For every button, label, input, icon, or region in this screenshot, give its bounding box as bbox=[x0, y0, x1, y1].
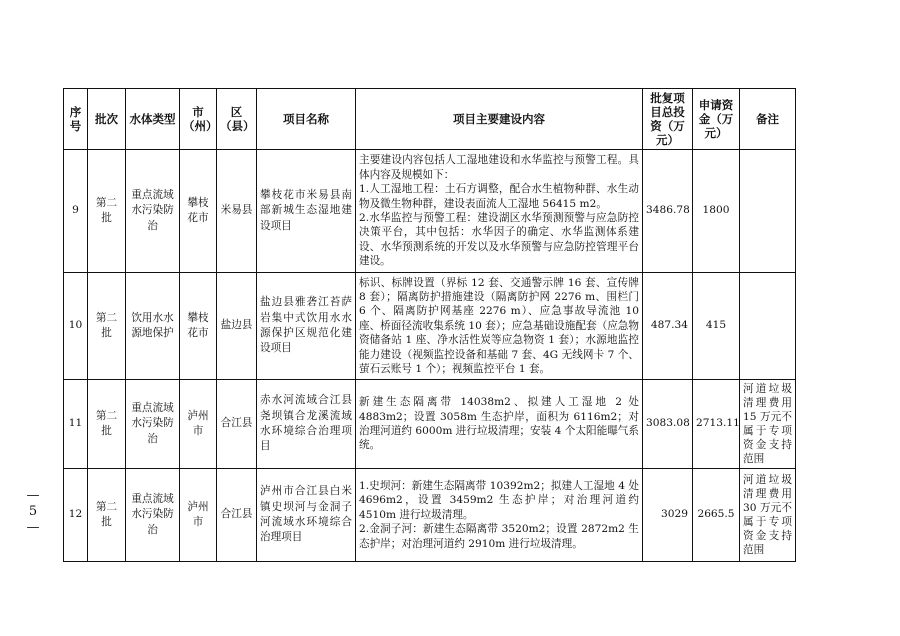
row-water-type: 重点流域水污染防治 bbox=[126, 469, 180, 562]
row-funds: 1800 bbox=[693, 150, 740, 273]
row-investment: 3083.08 bbox=[643, 380, 693, 469]
row-county: 盐边县 bbox=[217, 273, 257, 380]
row-remarks: 河道垃圾清理费用 15 万元不属于专项资金支持范围 bbox=[740, 380, 796, 469]
row-county: 合江县 bbox=[217, 380, 257, 469]
content-paragraph: 2.金洞子河：新建生态隔离带 3520m2；设置 2872m2 生态护岸；对治理河道约 2910m 进行垃圾清理。 bbox=[359, 523, 639, 550]
row-city: 泸州市 bbox=[180, 469, 217, 562]
header-index: 序号 bbox=[64, 89, 88, 150]
row-project-name: 泸州市合江县白米镇史坝河与金洞子河流域水环境综合治理项目 bbox=[257, 469, 356, 562]
row-city: 攀枝花市 bbox=[180, 273, 217, 380]
row-content bbox=[356, 273, 643, 380]
row-investment: 487.34 bbox=[643, 273, 693, 380]
row-water-type: 重点流域水污染防治 bbox=[126, 150, 180, 273]
row-city: 攀枝花市 bbox=[180, 150, 217, 273]
row-funds: 2713.11 bbox=[693, 380, 740, 469]
table-row bbox=[64, 380, 796, 469]
table-row bbox=[64, 469, 796, 562]
row-batch: 第二批 bbox=[88, 380, 126, 469]
row-project-name: 攀枝花市米易县南部新城生态湿地建设项目 bbox=[257, 150, 356, 273]
row-index: 12 bbox=[64, 469, 88, 562]
row-city: 泸州市 bbox=[180, 380, 217, 469]
table-row bbox=[64, 273, 796, 380]
header-city: 市（州） bbox=[180, 89, 217, 150]
header-investment: 批复项目总投资（万元） bbox=[643, 89, 693, 150]
row-remarks bbox=[740, 150, 796, 273]
row-project-name: 赤水河流域合江县尧坝镇合龙溪流域水环境综合治理项目 bbox=[257, 380, 356, 469]
row-content bbox=[356, 150, 643, 273]
header-county: 区（县） bbox=[217, 89, 257, 150]
row-remarks bbox=[740, 273, 796, 380]
row-batch: 第二批 bbox=[88, 469, 126, 562]
content-paragraph: 主要建设内容包括人工湿地建设和水华监控与预警工程。具体内容及规模如下： bbox=[359, 154, 639, 181]
row-funds: 2665.5 bbox=[693, 469, 740, 562]
row-index: 10 bbox=[64, 273, 88, 380]
row-county: 米易县 bbox=[217, 150, 257, 273]
row-remarks: 河道垃圾清理费用 30 万元不属于专项资金支持范围 bbox=[740, 469, 796, 562]
header-remarks: 备注 bbox=[740, 89, 796, 150]
row-water-type: 重点流域水污染防治 bbox=[126, 380, 180, 469]
row-investment: 3486.78 bbox=[643, 150, 693, 273]
header-batch: 批次 bbox=[88, 89, 126, 150]
content-paragraph: 1.人工湿地工程：土石方调整，配合水生植物种群、水生动物及微生物种群，建设表面流人工湿地 56415 m2。 bbox=[359, 183, 639, 210]
row-index: 11 bbox=[64, 380, 88, 469]
table-row bbox=[64, 150, 796, 273]
row-batch: 第二批 bbox=[88, 273, 126, 380]
table-header-row bbox=[64, 89, 796, 150]
content-paragraph: 标识、标牌设置（界标 12 套、交通警示牌 16 套、宣传牌 8 套）；隔离防护措施建设（隔离防护网 2276 m、围栏门 6 个、隔离防护网基座 2276 m）、应急事故导流池 10 座、桥面径流收集系统 10 套）；应急基础设施配套（应急物资储备站 1 座、净水活性炭等应急物资 1 套）；水源地监控能力建设（视频监控设备和基础 7 套、4G 无线网卡 7 个、萤石云账号 1 个）；视频监控平台 1 套。 bbox=[359, 276, 639, 376]
page-number bbox=[22, 488, 44, 536]
row-content bbox=[356, 380, 643, 469]
header-project-name: 项目名称 bbox=[257, 89, 356, 150]
page-number-dash-top: — bbox=[26, 488, 40, 503]
row-content bbox=[356, 469, 643, 562]
page-number-value: 5 bbox=[28, 504, 38, 519]
header-funds: 申请资金（万元） bbox=[693, 89, 740, 150]
content-paragraph: 1.史坝河：新建生态隔离带 10392m2；拟建人工湿地 4 处 4696m2，设置 3459m2 生态护岸；对治理河道约 4510m 进行垃圾清理。 bbox=[359, 479, 639, 521]
content-paragraph: 新建生态隔离带 14038m2、拟建人工湿地 2 处 4883m2；设置 3058m 生态护岸，面积为 6116m2；对治理河道约 6000m 进行垃圾清理；安装 4 个太阳能曝气系统。 bbox=[359, 396, 639, 452]
row-batch: 第二批 bbox=[88, 150, 126, 273]
row-index: 9 bbox=[64, 150, 88, 273]
header-water-type: 水体类型 bbox=[126, 89, 180, 150]
row-water-type: 饮用水水源地保护 bbox=[126, 273, 180, 380]
project-table bbox=[63, 88, 796, 562]
row-funds: 415 bbox=[693, 273, 740, 380]
page-number-dash-bottom: — bbox=[26, 520, 40, 535]
content-paragraph: 2.水华监控与预警工程：建设湖区水华预测预警与应急防控决策平台，其中包括：水华因子的确定、水华监测体系建设、水华预测系统的开发以及水华预警与应急防控管理平台建设。 bbox=[359, 212, 639, 268]
row-project-name: 盐边县雅砻江苔萨岩集中式饮用水水源保护区规范化建设项目 bbox=[257, 273, 356, 380]
row-investment: 3029 bbox=[643, 469, 693, 562]
row-county: 合江县 bbox=[217, 469, 257, 562]
header-content: 项目主要建设内容 bbox=[356, 89, 643, 150]
